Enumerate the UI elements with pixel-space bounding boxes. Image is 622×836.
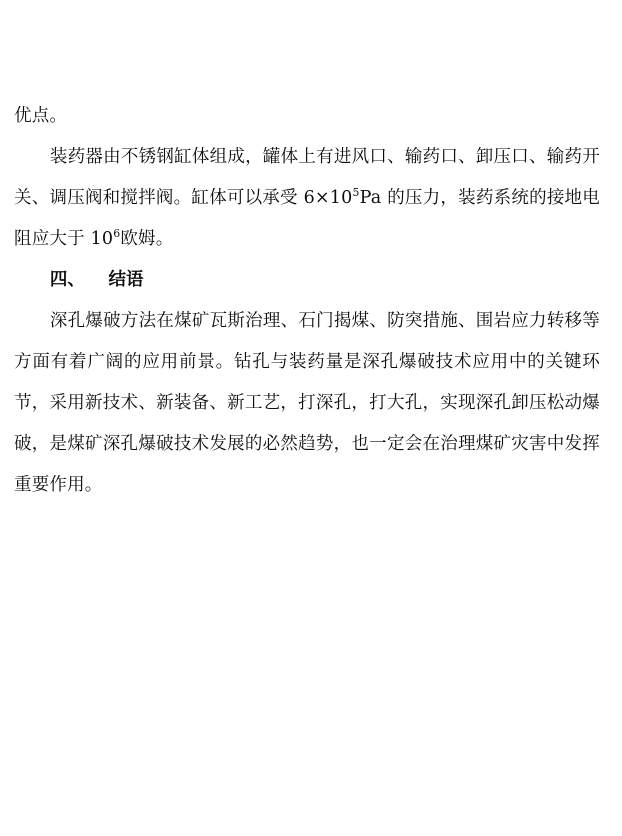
section-heading-conclusion xyxy=(14,260,600,301)
pressure-formula-base: 6×10 xyxy=(303,188,353,208)
paragraph-optimum: 优点。 xyxy=(14,106,68,126)
section-number: 四、 xyxy=(49,270,85,290)
pressure-formula-exponent: 5 xyxy=(352,186,360,200)
paragraph-conclusion-body: 深孔爆破方法在煤矿瓦斯治理、石门揭煤、防突措施、围岩应力转移等方面有着广阔的应用前景。钻孔与装药量是深孔爆破技术应用中的关键环节，采用新技术、新装备、新工艺，打深孔，打大孔，实现深孔卸压松动爆破，是煤矿深孔爆破技术发展的必然趋势，也一定会在治理煤矿灾害中发挥重要作用。 xyxy=(14,311,600,495)
pressure-formula xyxy=(304,188,382,208)
charging-device-text-after: 欧姆。 xyxy=(120,229,174,249)
charging-device-text-middle: 的压力，装药系统的接地电阻应大于 10 xyxy=(14,188,600,249)
pressure-formula-unit: Pa xyxy=(359,188,382,208)
charging-device-text-before: 装药器由不锈钢缸体组成，罐体上有进风口、输药口、卸压口、输药开关、调压阀和搅拌阀。缸体可以承受 xyxy=(14,147,600,208)
section-title: 结语 xyxy=(108,270,144,290)
resistance-formula-exponent: 6 xyxy=(113,227,121,241)
paragraph-charging-device xyxy=(14,137,600,260)
